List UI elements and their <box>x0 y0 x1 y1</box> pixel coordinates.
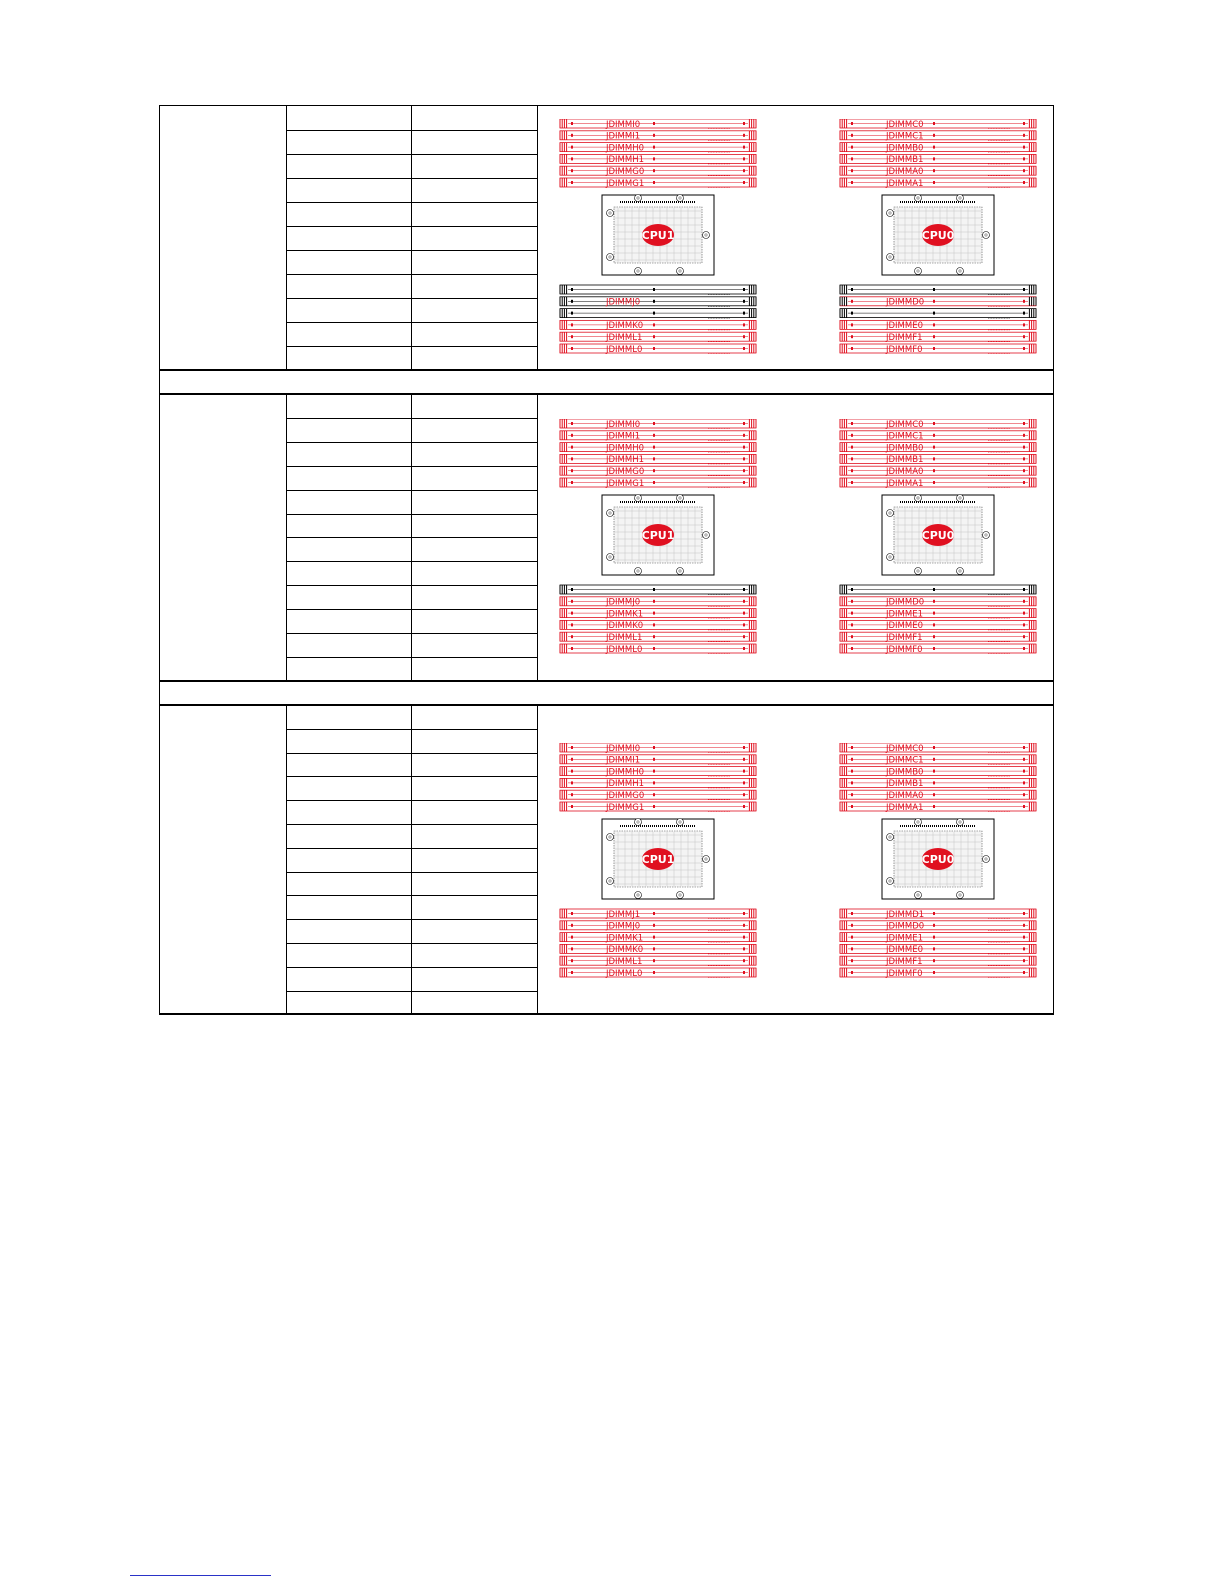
dimm-slot <box>560 285 756 295</box>
dimm-slot <box>840 154 1036 165</box>
dimm-slot <box>560 597 756 608</box>
dimm-slot-label: JDIMMJ0 <box>606 597 641 608</box>
table-border-bottom <box>159 1013 1054 1015</box>
dimm-slot <box>560 344 756 355</box>
dimm-slot <box>840 166 1036 177</box>
dimm-slot <box>840 585 1036 595</box>
table-row-line <box>286 800 538 801</box>
dimm-slot-label: JDIMMF0 <box>886 644 923 655</box>
dimm-slot <box>560 921 756 932</box>
dimm-slot-label: JDIMMD0 <box>886 297 925 308</box>
dimm-slot-label: JDIMMB0 <box>886 767 924 778</box>
dimm-slot-label: JDIMMG1 <box>606 178 645 189</box>
dimm-slot <box>840 933 1036 944</box>
dimm-slot <box>840 454 1036 465</box>
dimm-slot-label: JDIMMJ1 <box>606 909 641 920</box>
table-row-line <box>286 418 538 419</box>
dimm-slot-label: JDIMMF1 <box>886 333 923 343</box>
cpu-label: CPU1 <box>641 853 675 866</box>
dimm-slot-label: JDIMMA1 <box>886 178 924 189</box>
dimm-slot <box>560 466 756 477</box>
dimm-slot-label: JDIMMF0 <box>886 344 923 355</box>
cpu-dimm-layout-right <box>838 743 1038 993</box>
dimm-slot <box>560 956 756 967</box>
dimm-slot-label: JDIMME1 <box>886 933 924 944</box>
cpu-socket <box>602 195 714 276</box>
dimm-slot <box>840 131 1036 142</box>
table-row-line <box>286 753 538 754</box>
dimm-slot <box>840 443 1036 454</box>
cpu-label: CPU0 <box>921 529 955 542</box>
dimm-slot-label: JDIMMI0 <box>606 119 641 130</box>
dimm-slot-label: JDIMMC1 <box>886 755 924 766</box>
table-row-line <box>286 943 538 944</box>
dimm-slot-label: JDIMMF0 <box>886 968 923 979</box>
dimm-slot-label: JDIMMH0 <box>606 143 645 154</box>
dimm-slot <box>840 790 1036 801</box>
dimm-slot-label: JDIMMG1 <box>606 802 645 813</box>
cpu-socket <box>602 819 714 900</box>
table-border-right <box>1053 105 1054 1014</box>
table-row-line <box>286 776 538 777</box>
dimm-slot <box>560 431 756 442</box>
dimm-slot-label: JDIMMC1 <box>886 131 924 142</box>
dimm-slot-label: JDIMMI0 <box>606 743 641 754</box>
dimm-slot-label: JDIMMH1 <box>606 155 645 166</box>
dimm-slot <box>560 620 756 631</box>
dimm-slot-label: JDIMMC0 <box>886 419 924 430</box>
dimm-slot-label: JDIMMJ0 <box>606 921 641 932</box>
table-row-line <box>286 895 538 896</box>
dimm-slot <box>560 609 756 620</box>
dimm-slot <box>560 143 756 154</box>
dimm-slot-label: JDIMMC0 <box>886 743 924 754</box>
column-divider <box>537 105 538 369</box>
table-row-line <box>286 991 538 992</box>
table-row-line <box>286 561 538 562</box>
dimm-slot-label: JDIMME0 <box>886 621 924 632</box>
dimm-slot-label: JDIMMB1 <box>886 779 924 790</box>
dimm-slot <box>840 956 1036 967</box>
cpu-dimm-layout-right <box>838 419 1038 669</box>
dimm-slot-label: JDIMMG0 <box>606 167 645 177</box>
dimm-slot <box>840 944 1036 955</box>
cpu-dimm-layout-right <box>838 119 1038 369</box>
table-row-line <box>286 442 538 443</box>
dimm-slot-label: JDIMML1 <box>606 633 643 643</box>
dimm-slot-label: JDIMML1 <box>606 957 643 967</box>
dimm-slot-label: JDIMMJ0 <box>606 297 641 308</box>
dimm-slot-label: JDIMMA0 <box>886 167 924 177</box>
dimm-slot <box>560 154 756 165</box>
footnote-separator <box>130 1575 271 1576</box>
dimm-slot <box>560 632 756 643</box>
table-row-line <box>286 967 538 968</box>
section-separator-top <box>159 369 1054 371</box>
table-row-line <box>286 585 538 586</box>
table-row-line <box>286 466 538 467</box>
dimm-slot <box>840 743 1036 754</box>
dimm-slot-label: JDIMMG0 <box>606 467 645 477</box>
dimm-slot <box>840 466 1036 477</box>
table-row-line <box>286 872 538 873</box>
table-row-line <box>286 178 538 179</box>
dimm-slot <box>840 778 1036 789</box>
dimm-slot <box>560 131 756 142</box>
dimm-slot <box>560 585 756 595</box>
dimm-slot-label: JDIMML0 <box>606 344 643 355</box>
dimm-slot-label: JDIMMK1 <box>606 933 644 944</box>
dimm-slot-label: JDIMML0 <box>606 644 643 655</box>
section-separator-bottom <box>159 393 1054 395</box>
cpu-label: CPU1 <box>641 529 675 542</box>
table-row-line <box>286 824 538 825</box>
dimm-slot <box>840 320 1036 331</box>
dimm-slot-label: JDIMME0 <box>886 321 924 332</box>
dimm-slot <box>840 478 1036 489</box>
table-row-line <box>286 226 538 227</box>
dimm-slot <box>560 755 756 766</box>
section-separator-bottom <box>159 704 1054 706</box>
dimm-slot-label: JDIMMD0 <box>886 597 925 608</box>
dimm-slot-label: JDIMMA0 <box>886 791 924 801</box>
dimm-slot-label: JDIMMH1 <box>606 455 645 466</box>
dimm-slot <box>560 778 756 789</box>
dimm-slot-label: JDIMMB0 <box>886 143 924 154</box>
dimm-slot-label: JDIMMK0 <box>606 945 644 956</box>
dimm-slot-label: JDIMMI1 <box>606 131 641 142</box>
table-row-line <box>286 154 538 155</box>
dimm-slot-label: JDIMMI0 <box>606 419 641 430</box>
dimm-slot <box>840 344 1036 355</box>
dimm-slot <box>560 119 756 130</box>
dimm-slot <box>840 767 1036 778</box>
table-row-line <box>286 919 538 920</box>
dimm-slot <box>560 443 756 454</box>
table-row-line <box>286 537 538 538</box>
dimm-slot <box>840 632 1036 643</box>
dimm-slot <box>840 620 1036 631</box>
dimm-slot <box>560 478 756 489</box>
table-row-line <box>286 609 538 610</box>
dimm-slot-label: JDIMMH0 <box>606 767 645 778</box>
table-row-line <box>286 490 538 491</box>
dimm-slot-label: JDIMMA1 <box>886 802 924 813</box>
table-row-line <box>286 274 538 275</box>
dimm-slot <box>840 921 1036 932</box>
cpu-label: CPU1 <box>641 229 675 242</box>
dimm-slot-label: JDIMMB0 <box>886 443 924 454</box>
dimm-slot <box>840 597 1036 608</box>
column-divider <box>286 105 287 369</box>
table-row-line <box>286 202 538 203</box>
dimm-slot <box>840 285 1036 295</box>
dimm-slot <box>840 309 1036 319</box>
table-border-left <box>159 105 160 1014</box>
dimm-slot-label: JDIMMI1 <box>606 431 641 442</box>
dimm-slot <box>560 944 756 955</box>
dimm-slot-label: JDIMME0 <box>886 945 924 956</box>
table-row-line <box>286 250 538 251</box>
cpu-label: CPU0 <box>921 229 955 242</box>
dimm-slot <box>840 431 1036 442</box>
dimm-slot <box>560 309 756 319</box>
dimm-slot <box>560 166 756 177</box>
dimm-slot <box>840 609 1036 620</box>
dimm-slot-label: JDIMMK0 <box>606 321 644 332</box>
dimm-slot-label: JDIMMD0 <box>886 921 925 932</box>
table-row-line <box>286 346 538 347</box>
dimm-slot-label: JDIMMB1 <box>886 455 924 466</box>
dimm-slot-label: JDIMMI1 <box>606 755 641 766</box>
dimm-slot <box>840 644 1036 655</box>
cpu-dimm-layout-left <box>558 119 758 369</box>
table-border-top <box>159 105 1054 106</box>
dimm-slot-label: JDIMMK1 <box>606 609 644 620</box>
table-row-line <box>286 633 538 634</box>
cpu-socket <box>602 495 714 576</box>
dimm-slot-label: JDIMMC1 <box>886 431 924 442</box>
dimm-slot <box>840 178 1036 189</box>
dimm-slot <box>560 178 756 189</box>
dimm-slot <box>560 802 756 813</box>
dimm-slot-label: JDIMMB1 <box>886 155 924 166</box>
table-row-line <box>286 514 538 515</box>
dimm-slot <box>560 297 756 308</box>
dimm-slot-label: JDIMMA0 <box>886 467 924 477</box>
dimm-slot <box>840 802 1036 813</box>
dimm-slot <box>560 767 756 778</box>
dimm-slot <box>840 419 1036 430</box>
table-row-line <box>286 657 538 658</box>
dimm-slot <box>560 743 756 754</box>
dimm-slot-label: JDIMMH0 <box>606 443 645 454</box>
section-separator-top <box>159 680 1054 682</box>
dimm-slot-label: JDIMML0 <box>606 968 643 979</box>
dimm-slot <box>560 419 756 430</box>
cpu-socket <box>882 495 994 576</box>
dimm-slot <box>560 644 756 655</box>
dimm-slot <box>560 454 756 465</box>
cpu-socket <box>882 195 994 276</box>
dimm-slot <box>560 332 756 343</box>
dimm-slot <box>840 968 1036 979</box>
column-divider <box>411 105 412 369</box>
dimm-slot-label: JDIMME1 <box>886 609 924 620</box>
dimm-slot-label: JDIMMG1 <box>606 478 645 489</box>
cpu-dimm-layout-left <box>558 419 758 669</box>
table-row-line <box>286 322 538 323</box>
cpu-socket <box>882 819 994 900</box>
table-row-line <box>286 729 538 730</box>
dimm-slot-label: JDIMMA1 <box>886 478 924 489</box>
dimm-slot <box>560 933 756 944</box>
dimm-slot-label: JDIMMD1 <box>886 909 925 920</box>
dimm-slot <box>840 755 1036 766</box>
dimm-slot <box>840 909 1036 920</box>
dimm-slot <box>840 143 1036 154</box>
dimm-slot <box>560 790 756 801</box>
table-row-line <box>286 130 538 131</box>
dimm-slot <box>840 332 1036 343</box>
dimm-slot-label: JDIMMK0 <box>606 621 644 632</box>
cpu-label: CPU0 <box>921 853 955 866</box>
dimm-slot <box>840 297 1036 308</box>
table-row-line <box>286 848 538 849</box>
dimm-slot <box>560 968 756 979</box>
dimm-slot <box>840 119 1036 130</box>
dimm-slot-label: JDIMMC0 <box>886 119 924 130</box>
dimm-slot <box>560 320 756 331</box>
dimm-slot <box>560 909 756 920</box>
dimm-slot-label: JDIMMG0 <box>606 791 645 801</box>
table-row-line <box>286 298 538 299</box>
dimm-slot-label: JDIMMF1 <box>886 957 923 967</box>
dimm-slot-label: JDIMMF1 <box>886 633 923 643</box>
dimm-slot-label: JDIMMH1 <box>606 779 645 790</box>
cpu-dimm-layout-left <box>558 743 758 993</box>
dimm-slot-label: JDIMML1 <box>606 333 643 343</box>
